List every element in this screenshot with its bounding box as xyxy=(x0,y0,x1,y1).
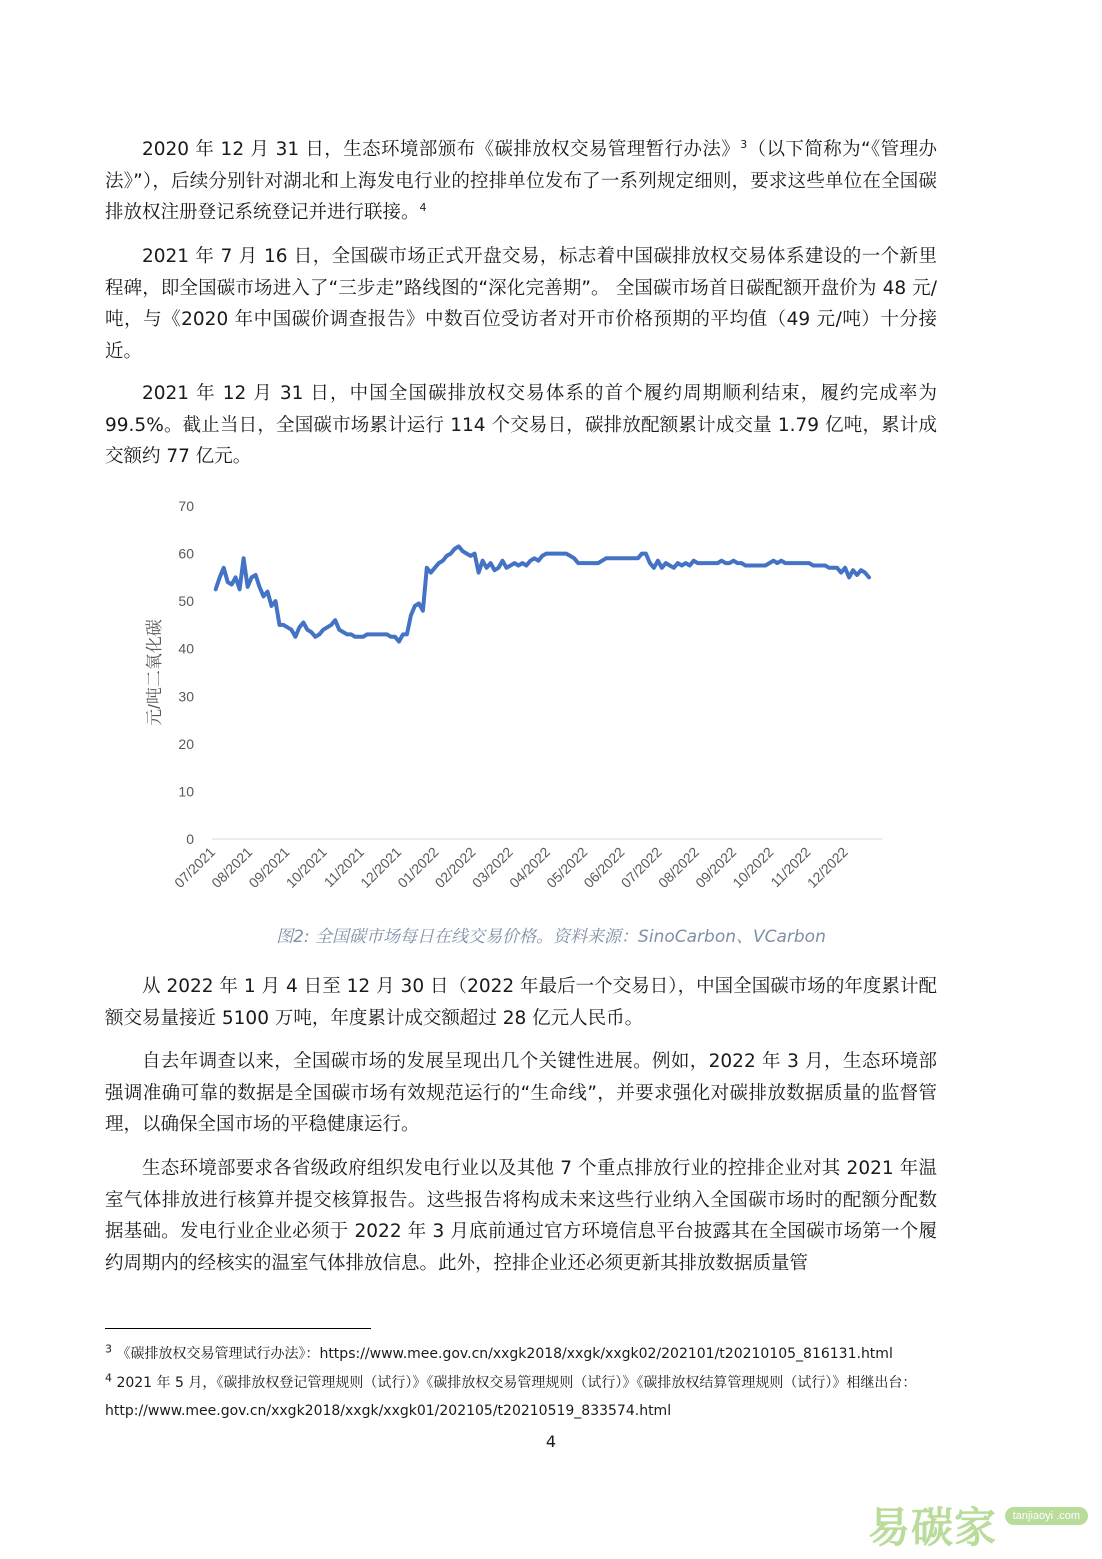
watermark-badge: tanjiaoyi .com xyxy=(1005,1507,1088,1525)
x-tick-label: 02/2022 xyxy=(431,843,479,891)
watermark-text: 易碳家 xyxy=(868,1503,998,1552)
paragraph-key-progress: 自去年调查以来，全国碳市场的发展呈现出几个关键性进展。例如，2022 年 3 月，生态环境部强调准确可靠的数据是全国碳市场有效规范运行的“生命线”，并要求强化对碳排放数据质量的监督管理，以确保全国市场的平稳健康运行。 xyxy=(105,1051,937,1135)
x-tick-label: 04/2022 xyxy=(506,843,554,891)
watermark-logo xyxy=(868,1491,1088,1551)
x-tick-label: 07/2021 xyxy=(171,843,219,891)
x-tick-label: 09/2022 xyxy=(692,843,740,891)
x-tick-label: 10/2022 xyxy=(729,843,777,891)
footnote-4 xyxy=(105,1369,945,1425)
x-tick-label: 11/2022 xyxy=(767,843,814,891)
figure-caption: 图2: 全国碳市场每日在线交易价格。资料来源：SinoCarbon、VCarbon xyxy=(276,927,826,947)
x-tick-label: 10/2021 xyxy=(282,843,330,891)
footnote-ref[interactable]: 3 xyxy=(740,137,748,151)
x-tick-label: 08/2022 xyxy=(654,843,703,891)
paragraph-first-cycle: 2021 年 12 月 31 日，中国全国碳排放权交易体系的首个履约周期顺利结束，履约完成率为 99.5%。截止当日，全国碳市场累计运行 114 个交易日，碳排放配额累计成交量 1.79 亿吨，累计成交额约 77 亿元。 xyxy=(105,383,937,467)
y-tick-label: 60 xyxy=(178,545,194,562)
x-tick-label: 08/2021 xyxy=(208,843,256,891)
x-tick-label: 11/2021 xyxy=(320,843,368,891)
paragraph-regulation xyxy=(105,134,937,229)
footnote-ref[interactable]: 4 xyxy=(419,200,427,214)
footnote-mark: 3 xyxy=(105,1342,112,1356)
footnote-3 xyxy=(105,1340,945,1368)
footnote-mark: 4 xyxy=(105,1371,112,1385)
x-tick-label: 06/2022 xyxy=(580,843,628,891)
x-tick-label: 05/2022 xyxy=(543,843,591,891)
x-tick-label: 09/2021 xyxy=(245,843,293,891)
paragraph-2022-volume: 从 2022 年 1 月 4 日至 12 月 30 日（2022 年最后一个交易日），中国全国碳市场的年度累计配额交易量接近 5100 万吨，年度累计成交额超过 28 亿元人民币。 xyxy=(105,976,937,1029)
footnote-text: 2021 年 5 月，《碳排放权登记管理规则（试行）》《碳排放权交易管理规则（试行）》《碳排放权结算管理规则（试行）》相继出台： http://www.mee.gov.cn/xxgk2018/xxgk/xxgk01/202105/t20210519_833574.html xyxy=(105,1375,917,1419)
y-tick-label: 20 xyxy=(178,735,194,752)
x-tick-label: 07/2022 xyxy=(617,843,665,891)
series-line-carbon-price xyxy=(216,546,869,641)
y-axis-title: 元/吨二氧化碳 xyxy=(145,619,164,726)
paragraph-text: （以下简称为“《管理办法》”），后续分别针对湖北和上海发电行业的控排单位发布了一系列规定细则，要求这些单位在全国碳排放权注册登记系统登记并进行联接。 xyxy=(105,139,937,223)
paragraph-reporting: 生态环境部要求各省级政府组织发电行业以及其他 7 个重点排放行业的控排企业对其 2021 年温室气体排放进行核算并提交核算报告。这些报告将构成未来这些行业纳入全国碳市场时的配额分配数据基础。发电行业企业必须于 2022 年 3 月底前通过官方环境信息平台披露其在全国碳市场第一个履约周期内的经核实的温室气体排放信息。此外，控排企业还必须更新其排放数据质量管 xyxy=(105,1158,937,1274)
x-tick-label: 12/2021 xyxy=(357,843,405,891)
x-tick-label: 01/2022 xyxy=(394,843,442,891)
page-number: 4 xyxy=(545,1432,557,1451)
paragraph-market-launch: 2021 年 7 月 16 日，全国碳市场正式开盘交易，标志着中国碳排放权交易体系建设的一个新里程碑，即全国碳市场进入了“三步走”路线图的“深化完善期”。 全国碳市场首日碳配额开盘价为 48 元/吨，与《2020 年中国碳价调查报告》中数百位受访者对开市价格预期的平均值（49 元/吨）十分接近。 xyxy=(105,246,937,362)
footnote-divider xyxy=(105,1328,371,1329)
paragraph-text: 2020 年 12 月 31 日，生态环境部颁布《碳排放权交易管理暂行办法》 xyxy=(142,139,741,160)
x-tick-label: 12/2022 xyxy=(803,843,851,891)
y-tick-label: 50 xyxy=(178,593,194,610)
y-tick-label: 70 xyxy=(178,498,194,514)
footnote-text: 《碳排放权交易管理试行办法》：https://www.mee.gov.cn/xxgk2018/xxgk/xxgk02/202101/t20210105_816131.html xyxy=(112,1346,893,1362)
y-tick-label: 40 xyxy=(178,640,194,657)
y-tick-label: 30 xyxy=(178,688,194,705)
price-line-chart xyxy=(130,488,900,908)
y-tick-label: 10 xyxy=(178,783,194,800)
y-tick-label: 0 xyxy=(186,831,194,847)
x-tick-label: 03/2022 xyxy=(468,843,516,891)
